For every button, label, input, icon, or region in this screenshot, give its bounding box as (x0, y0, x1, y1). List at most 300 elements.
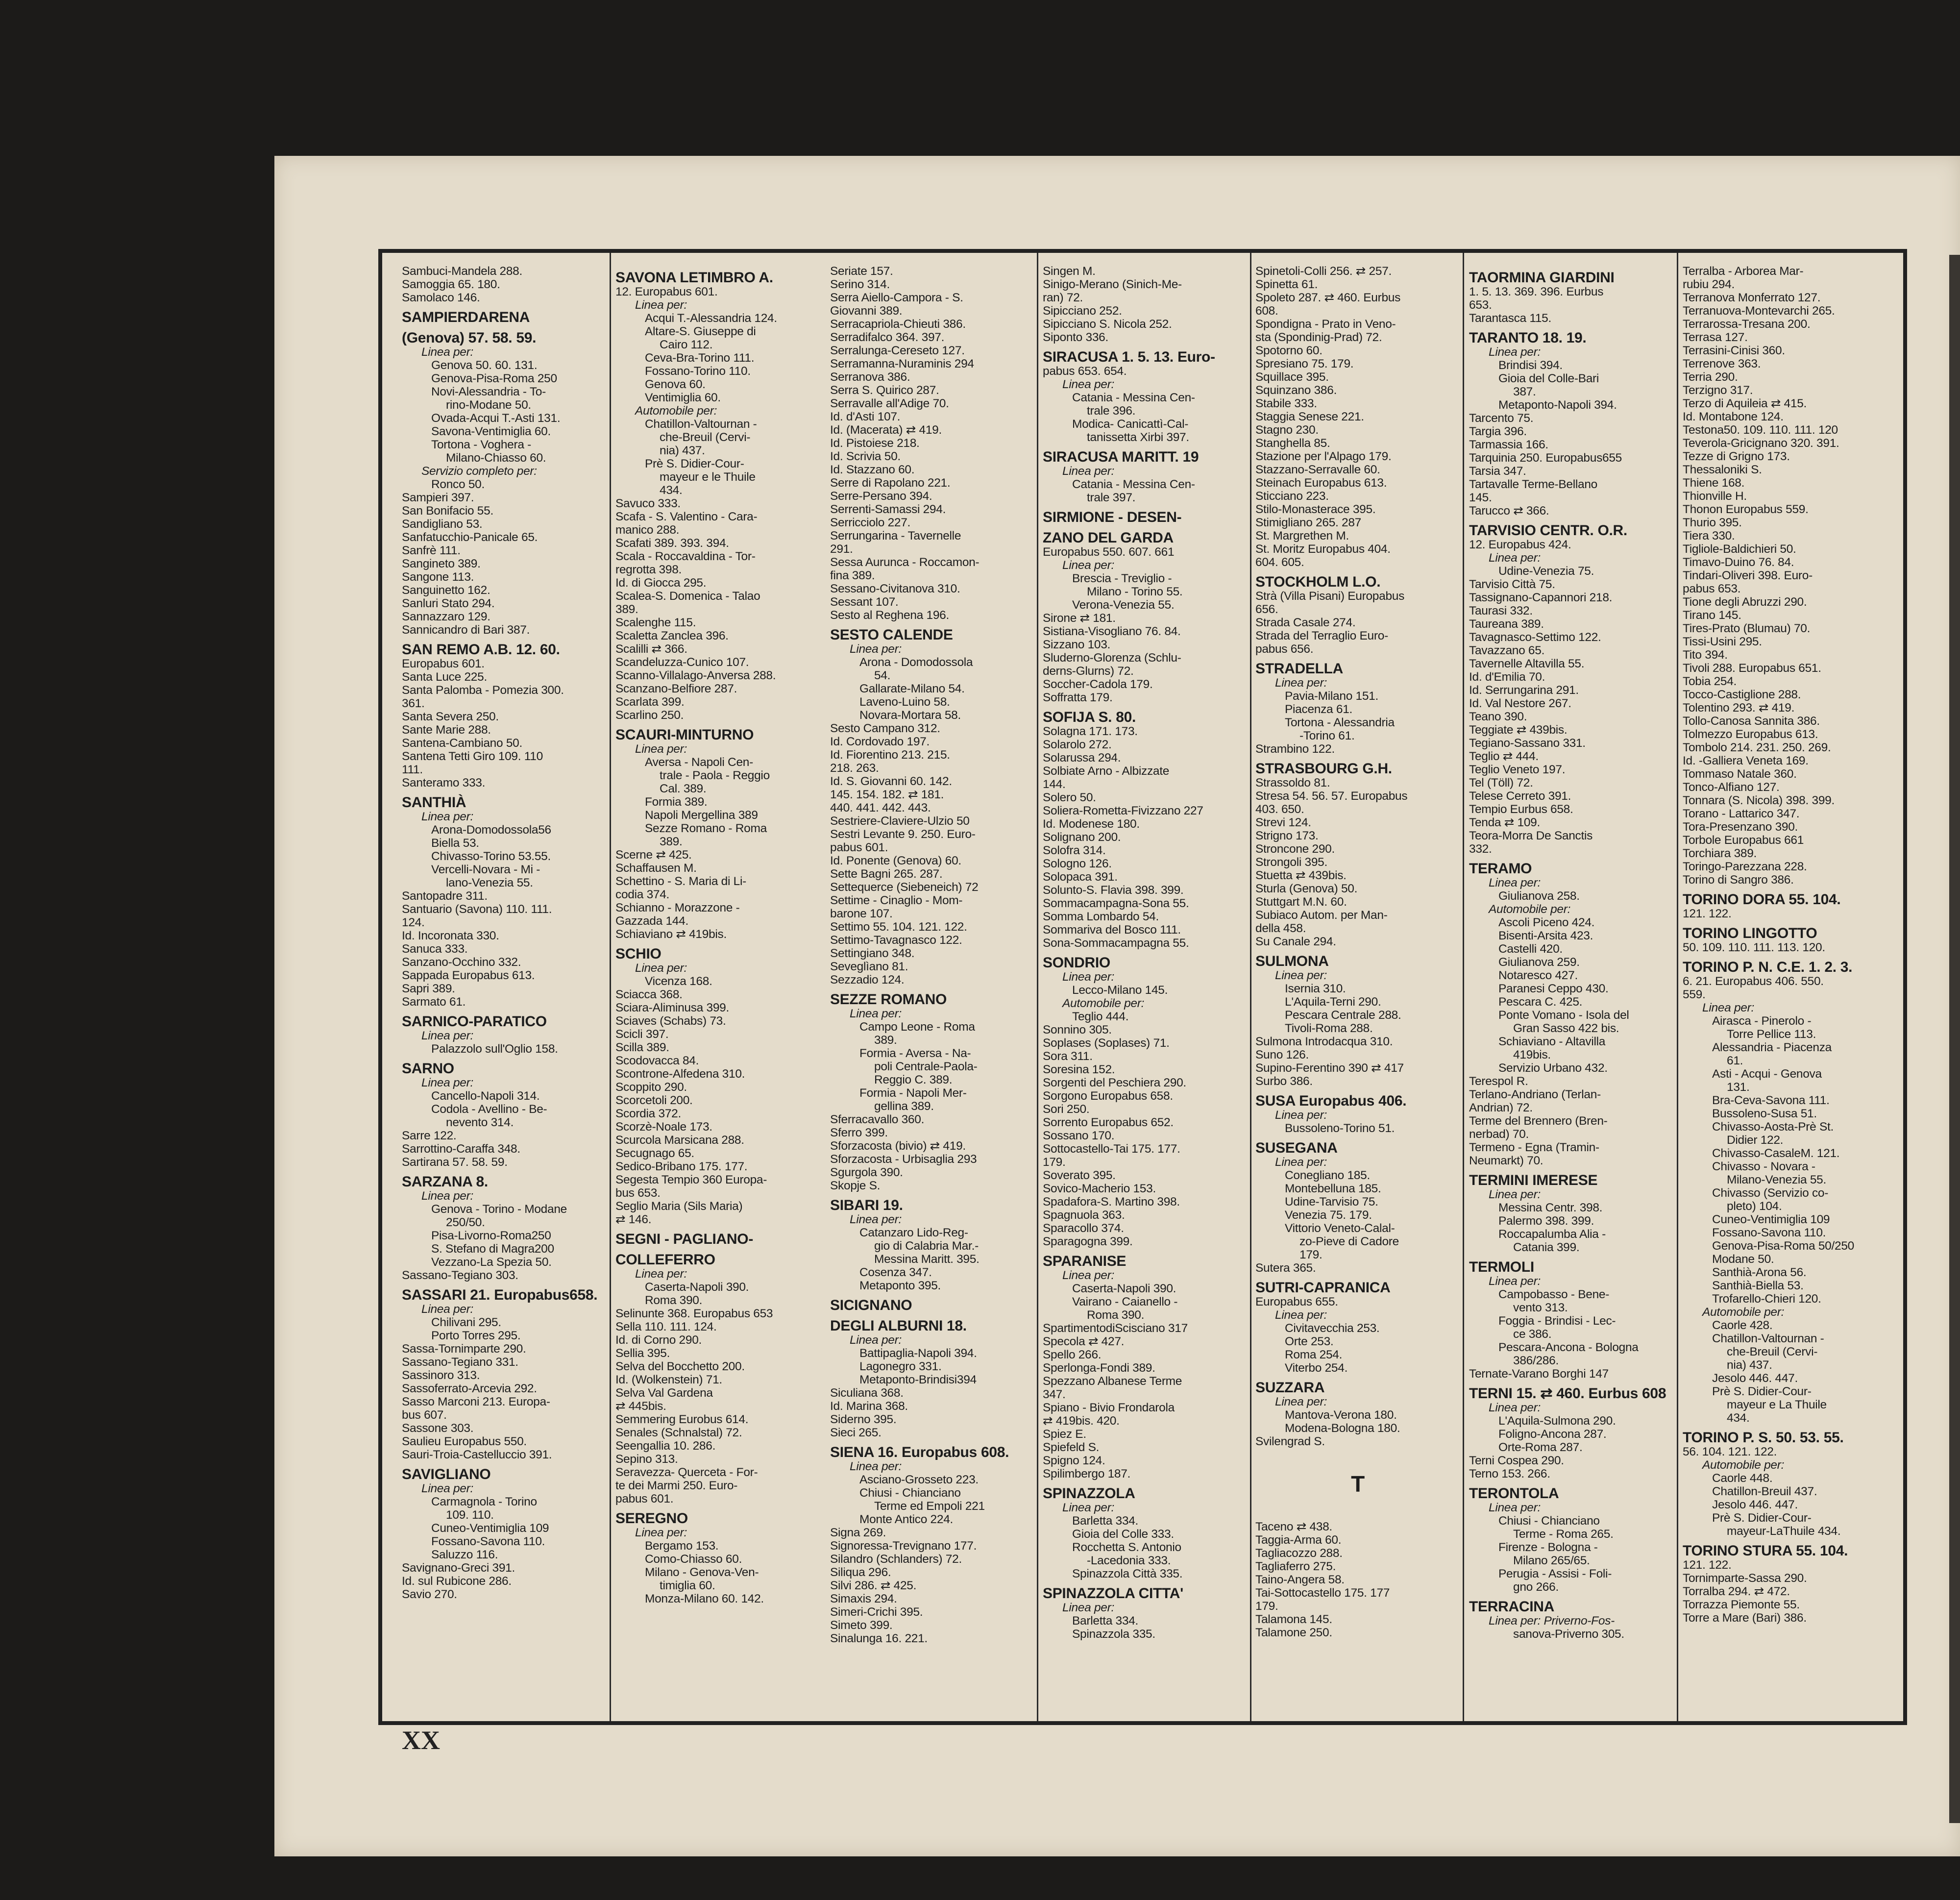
station-entry: Lecco-Milano 145. (1072, 984, 1168, 997)
station-entry: Brindisi 394. (1498, 359, 1563, 372)
station-entry: Orte-Roma 287. (1498, 1441, 1583, 1454)
station-entry: Spiano - Bivio Frondarola (1043, 1401, 1175, 1414)
station-entry: Sassano-Tegiano 303. (402, 1269, 518, 1282)
station-entry: Automobile per: (1702, 1306, 1785, 1319)
station-entry: Tassignano-Capannori 218. (1469, 591, 1613, 604)
station-entry: derns-Glurns) 72. (1043, 665, 1134, 678)
station-heading: SEZZE ROMANO (830, 991, 947, 1008)
station-entry: Terme del Brennero (Bren- (1469, 1114, 1608, 1128)
station-entry: Sesto Campano 312. (830, 722, 940, 735)
station-heading: TERRACINA (1469, 1599, 1554, 1615)
station-entry: Tavazzano 65. (1469, 644, 1545, 657)
station-entry: Teglio 444. (1072, 1010, 1129, 1023)
station-entry: Terzo di Aquileia ⇄ 415. (1683, 397, 1807, 410)
station-entry: 387. (1513, 385, 1536, 398)
station-entry: Segesta Tempio 360 Europa- (615, 1173, 767, 1186)
station-entry: Torre Pellice 113. (1727, 1028, 1816, 1041)
station-entry: Tai-Sottocastello 175. 177 (1255, 1586, 1390, 1600)
station-entry: Scontrone-Alfedena 310. (615, 1067, 745, 1081)
station-entry: Id. sul Rubicone 286. (402, 1575, 512, 1588)
station-entry: Catania - Messina Cen- (1072, 478, 1195, 491)
station-entry: Genova-Pisa-Roma 250 (431, 372, 557, 385)
station-entry: Sartirana 57. 58. 59. (402, 1156, 508, 1169)
station-entry: Silandro (Schlanders) 72. (830, 1553, 962, 1566)
station-entry: Foggia - Brindisi - Lec- (1498, 1314, 1616, 1328)
station-heading: SUSEGANA (1255, 1140, 1338, 1156)
station-entry: Stimigliano 265. 287 (1255, 516, 1362, 529)
station-entry: 332. (1469, 842, 1492, 856)
station-entry: Serrenti-Samassi 294. (830, 503, 946, 516)
station-entry: Su Canale 294. (1255, 935, 1336, 948)
station-heading: TORINO DORA 55. 104. (1683, 891, 1841, 908)
station-entry: Sessa Aurunca - Roccamon- (830, 556, 980, 569)
station-entry: Scala - Roccavaldina - Tor- (615, 550, 756, 563)
station-entry: Linea per: (421, 1303, 473, 1316)
station-entry: St. Margrethen M. (1255, 529, 1349, 543)
station-entry: Napoli Mergellina 389 (645, 809, 758, 822)
station-entry: Toringo-Parezzana 228. (1683, 860, 1807, 873)
station-entry: Settimo-Tavagnasco 122. (830, 934, 962, 947)
station-entry: Carmagnola - Torino (431, 1495, 537, 1508)
station-entry: nia) 437. (660, 444, 705, 457)
station-entry: nevento 314. (446, 1116, 514, 1129)
station-entry: 1. 5. 13. 369. 396. Eurbus (1469, 285, 1604, 298)
station-entry: Sarre 122. (402, 1129, 457, 1142)
station-entry: bus 653. (615, 1186, 661, 1200)
station-entry: Sangineto 389. (402, 557, 481, 570)
station-entry: 440. 441. 442. 443. (830, 801, 931, 814)
station-entry: Sante Marie 288. (402, 723, 491, 737)
station-entry: 291. (830, 543, 853, 556)
station-entry: Gallarate-Milano 54. (859, 682, 965, 695)
station-entry: Terralba - Arborea Mar- (1683, 265, 1804, 278)
station-entry: Serranova 386. (830, 370, 910, 384)
station-entry: Id. Scrivia 50. (830, 450, 901, 463)
station-entry: Terranova Monferrato 127. (1683, 291, 1821, 304)
station-entry: ⇄ 419bis. 420. (1043, 1414, 1120, 1428)
station-entry: Fossano-Savona 110. (431, 1535, 545, 1548)
station-entry: Santena-Cambiano 50. (402, 737, 522, 750)
station-entry: Catania 399. (1513, 1241, 1580, 1254)
station-entry: Stagno 230. (1255, 423, 1319, 437)
station-entry: sanova-Priverno 305. (1513, 1628, 1624, 1641)
station-entry: Conegliano 185. (1285, 1169, 1370, 1182)
station-entry: Stazzano-Serravalle 60. (1255, 463, 1380, 476)
station-entry: Taino-Angera 58. (1255, 1573, 1345, 1586)
station-entry: 145. 154. 182. ⇄ 181. (830, 788, 944, 801)
station-entry: 121. 122. (1683, 1558, 1732, 1572)
station-entry: 434. (660, 484, 683, 497)
index-column-4 (1043, 265, 1248, 1710)
station-entry: Teano 390. (1469, 710, 1527, 723)
station-entry: Tegiano-Sassano 331. (1469, 737, 1586, 750)
station-entry: ⇄ 146. (615, 1213, 652, 1226)
station-entry: Linea per: (1275, 1156, 1327, 1169)
station-entry: Spello 266. (1043, 1348, 1102, 1361)
station-entry: Piacenza 61. (1285, 703, 1353, 716)
station-entry: Prè S. Didier-Cour- (1712, 1385, 1812, 1398)
station-entry: 131. (1727, 1081, 1750, 1094)
station-entry: Tempio Eurbus 658. (1469, 803, 1573, 816)
station-entry: Tezze di Grigno 173. (1683, 450, 1790, 463)
station-entry: Linea per: (635, 1526, 687, 1539)
station-entry: Santhià-Biella 53. (1712, 1279, 1804, 1292)
station-entry: pleto) 104. (1727, 1200, 1782, 1213)
index-column-2 (615, 265, 821, 1710)
station-entry: Sanfatucchio-Panicale 65. (402, 531, 538, 544)
station-entry: Bisenti-Arsita 423. (1498, 929, 1593, 942)
station-entry: L'Aquila-Sulmona 290. (1498, 1414, 1616, 1428)
station-entry: Sluderno-Glorenza (Schlu- (1043, 651, 1181, 665)
station-entry: Tirano 145. (1683, 609, 1741, 622)
index-column-1 (402, 265, 607, 1710)
station-entry: Steinach Europabus 613. (1255, 476, 1387, 490)
station-heading: SULMONA (1255, 953, 1329, 969)
station-entry: 145. (1469, 491, 1492, 504)
station-entry: Tarmassia 166. (1469, 438, 1548, 451)
station-entry: Linea per: (1275, 969, 1327, 982)
station-entry: Ascoli Piceno 424. (1498, 916, 1595, 929)
station-entry: Santopadre 311. (402, 889, 488, 903)
station-entry: Roma 390. (1087, 1308, 1145, 1322)
station-heading: TORINO P. S. 50. 53. 55. (1683, 1430, 1844, 1446)
station-entry: Selinunte 368. Europabus 653 (615, 1307, 773, 1320)
station-entry: tanissetta Xirbi 397. (1087, 431, 1189, 444)
station-entry: Reggio C. 389. (874, 1073, 953, 1086)
station-entry: Servizio completo per: (421, 465, 537, 478)
column-divider (610, 253, 611, 1721)
station-entry: Thessaloniki S. (1683, 463, 1762, 476)
station-heading: TERMOLI (1469, 1259, 1534, 1275)
station-entry: Andrian) 72. (1469, 1101, 1533, 1114)
station-entry: Tornimparte-Sassa 290. (1683, 1572, 1807, 1585)
station-entry: Vercelli-Novara - Mi - (431, 863, 540, 876)
station-entry: Solero 50. (1043, 791, 1096, 804)
station-entry: Ventimiglia 60. (645, 391, 721, 404)
station-entry: Castelli 420. (1498, 942, 1563, 956)
station-entry: Linea per: (1062, 1501, 1114, 1514)
station-entry: Teora-Morra De Sanctis (1469, 829, 1593, 842)
station-entry: Milano - Genova-Ven- (645, 1566, 759, 1579)
station-entry: Linea per: (850, 1007, 902, 1020)
station-entry: Solarussa 294. (1043, 751, 1121, 765)
station-entry: Solopaca 391. (1043, 870, 1118, 884)
station-entry: Codola - Avellino - Be- (431, 1103, 547, 1116)
station-entry: Bussoleno-Susa 51. (1712, 1107, 1817, 1120)
station-entry: Saluzzo 116. (431, 1548, 498, 1561)
station-entry: Spiefeld S. (1043, 1441, 1100, 1454)
station-entry: Automobile per: (1062, 997, 1145, 1010)
column-divider (1037, 253, 1038, 1721)
station-entry: Id. Incoronata 330. (402, 929, 499, 942)
station-entry: Targia 396. (1469, 425, 1527, 438)
station-entry: Linea per: (1062, 970, 1114, 984)
station-entry: Teglio ⇄ 444. (1469, 750, 1539, 763)
station-entry: Serino 314. (830, 278, 890, 291)
station-entry: Testona50. 109. 110. 111. 120 (1683, 423, 1838, 437)
station-entry: Lagonegro 331. (859, 1360, 942, 1373)
station-entry: Stilo-Monasterace 395. (1255, 503, 1376, 516)
station-heading: SARZANA 8. (402, 1174, 488, 1190)
station-entry: Sassa-Tornimparte 290. (402, 1342, 526, 1356)
station-entry: Arona - Domodossola (859, 656, 973, 669)
station-entry: Sepino 313. (615, 1453, 678, 1466)
station-entry: Scicli 397. (615, 1028, 669, 1041)
station-heading: SARNICO-PARATICO (402, 1013, 547, 1030)
station-entry: Schiaviano - Altavilla (1498, 1035, 1606, 1048)
station-entry: ran) 72. (1043, 291, 1083, 304)
station-heading: SANTHIÀ (402, 794, 466, 811)
station-entry: Genova 50. 60. 131. (431, 359, 538, 372)
station-entry: Ronco 50. (431, 478, 485, 491)
station-entry: 144. (1043, 778, 1066, 791)
station-entry: 604. 605. (1255, 556, 1304, 569)
station-entry: Spinetta 61. (1255, 278, 1318, 291)
station-entry: Tavernelle Altavilla 55. (1469, 657, 1585, 670)
station-heading: SUSA Europabus 406. (1255, 1093, 1407, 1109)
station-entry: Simeto 399. (830, 1619, 893, 1632)
station-heading: SPARANISE (1043, 1253, 1127, 1269)
station-heading: SASSARI 21. Europabus658. (402, 1287, 598, 1303)
station-entry: Scanno-Villalago-Anversa 288. (615, 669, 776, 682)
station-entry: Tobia 254. (1683, 675, 1737, 688)
station-entry: Torbole Europabus 661 (1683, 834, 1804, 847)
station-entry: Selva Val Gardena (615, 1386, 713, 1400)
station-entry: Sampieri 397. (402, 491, 474, 504)
station-entry: Barletta 334. (1072, 1514, 1139, 1528)
station-entry: Savuco 333. (615, 497, 681, 510)
station-entry: Spinazzola 335. (1072, 1628, 1155, 1641)
station-entry: Giulianova 258. (1498, 889, 1580, 903)
station-entry: Chivasso (Servizio co- (1712, 1186, 1829, 1200)
station-entry: Sparagogna 399. (1043, 1235, 1133, 1248)
station-entry: Soverato 395. (1043, 1169, 1116, 1182)
station-entry: zo-Pieve di Cadore (1299, 1235, 1399, 1248)
station-entry: Neumarkt) 70. (1469, 1154, 1544, 1167)
station-entry: Tartavalle Terme-Bellano (1469, 478, 1597, 491)
station-entry: Linea per: (850, 642, 902, 656)
station-heading: SAVONA LETIMBRO A. (615, 270, 773, 286)
station-entry: Terrasini-Cinisi 360. (1683, 344, 1785, 357)
station-entry: Scarlino 250. (615, 709, 684, 722)
station-entry: vento 313. (1513, 1301, 1568, 1314)
station-entry: Linea per: (1062, 465, 1114, 478)
station-entry: Santena Tetti Giro 109. 110 (402, 750, 543, 763)
station-entry: Sellia 395. (615, 1347, 670, 1360)
station-heading: SIENA 16. Europabus 608. (830, 1444, 1009, 1460)
station-entry: Terrasa 127. (1683, 331, 1748, 344)
station-entry: Sapri 389. (402, 982, 455, 995)
station-entry: Automobile per: (1489, 903, 1571, 916)
station-entry: Id. (Macerata) ⇄ 419. (830, 423, 942, 437)
station-entry: Tel (Töll) 72. (1469, 776, 1533, 790)
station-entry: Sassinoro 313. (402, 1369, 480, 1382)
station-entry: Terria 290. (1683, 370, 1738, 384)
station-entry: Stazione per l'Alpago 179. (1255, 450, 1392, 463)
station-entry: Chilivani 295. (431, 1316, 501, 1329)
station-entry: Tindari-Oliveri 398. Euro- (1683, 569, 1813, 582)
station-entry: pabus 601. (615, 1492, 674, 1505)
station-entry: 389. (615, 603, 638, 616)
station-entry: Semmering Eurobus 614. (615, 1413, 749, 1426)
station-entry: Scanzano-Belfiore 287. (615, 682, 737, 695)
station-entry: Sesto al Reghena 196. (830, 609, 949, 622)
station-entry: Sappada Europabus 613. (402, 969, 535, 982)
station-entry: 218. 263. (830, 762, 879, 775)
station-entry: Sforzacosta (bivio) ⇄ 419. (830, 1139, 966, 1153)
station-entry: della 458. (1255, 922, 1306, 935)
station-entry: Aversa - Napoli Cen- (645, 756, 753, 769)
station-entry: Chatillon-Breuil 437. (1712, 1485, 1817, 1498)
station-heading: SAVIGLIANO (402, 1466, 491, 1482)
station-entry: Skopje S. (830, 1179, 881, 1192)
station-entry: Sette Bagni 265. 287. (830, 867, 943, 881)
station-entry: Gazzada 144. (615, 914, 688, 928)
station-entry: Linea per: (1489, 1275, 1541, 1288)
station-heading: SUTRI-CAPRANICA (1255, 1280, 1391, 1296)
station-entry: Talamone 250. (1255, 1626, 1332, 1639)
station-entry: Sambuci-Mandela 288. (402, 265, 522, 278)
station-entry: Santuario (Savona) 110. 111. (402, 903, 552, 916)
station-entry: Senales (Schnalstal) 72. (615, 1426, 742, 1439)
station-heading: SEREGNO (615, 1510, 688, 1527)
station-entry: Serra Aiello-Campora - S. (830, 291, 963, 304)
station-entry: barone 107. (830, 907, 893, 920)
station-entry: Soplases (Soplases) 71. (1043, 1036, 1170, 1050)
station-entry: 361. (402, 697, 425, 710)
station-entry: Metaponto-Napoli 394. (1498, 398, 1617, 412)
station-heading: TARVISIO CENTR. O.R. (1469, 522, 1627, 539)
station-entry: Ovada-Acqui T.-Asti 131. (431, 412, 561, 425)
station-entry: Strada del Terraglio Euro- (1255, 629, 1388, 642)
station-entry: Scordia 372. (615, 1107, 681, 1120)
station-entry: Talamona 145. (1255, 1613, 1332, 1626)
station-entry: Linea per: (635, 962, 687, 975)
column-divider (1250, 253, 1251, 1721)
station-entry: Sulmona Introdacqua 310. (1255, 1035, 1393, 1048)
station-entry: Campo Leone - Roma (859, 1020, 975, 1034)
station-entry: Sottocastello-Tai 175. 177. (1043, 1142, 1180, 1156)
station-entry: Strada Casale 274. (1255, 616, 1356, 629)
station-entry: Suno 126. (1255, 1048, 1309, 1061)
station-entry: Cancello-Napoli 314. (431, 1089, 540, 1103)
station-entry: Sessano-Civitanova 310. (830, 582, 960, 595)
station-entry: Terzigno 317. (1683, 384, 1753, 397)
station-entry: Serralunga-Cereseto 127. (830, 344, 965, 357)
station-entry: Id. Serrungarina 291. (1469, 684, 1579, 697)
station-entry: trale 397. (1087, 491, 1136, 504)
station-entry: Prè S. Didier-Cour- (645, 457, 744, 470)
station-entry: Roma 390. (645, 1294, 703, 1307)
station-entry: Linea per: (1275, 1308, 1327, 1322)
station-entry: Isernia 310. (1285, 982, 1346, 995)
station-entry: Messina Centr. 398. (1498, 1201, 1603, 1214)
station-entry: Caserta-Napoli 390. (1072, 1282, 1176, 1295)
station-entry: Linea per: (1275, 676, 1327, 690)
station-entry: Squinzano 386. (1255, 384, 1337, 397)
station-entry: Spigno 124. (1043, 1454, 1105, 1467)
station-entry: Didier 122. (1727, 1134, 1784, 1147)
station-entry: Linea per: (850, 1333, 902, 1347)
station-entry: 111. (402, 763, 423, 776)
station-entry: 386/286. (1513, 1354, 1559, 1367)
station-entry: Sanzano-Occhino 332. (402, 956, 521, 969)
station-entry: Strà (Villa Pisani) Europabus (1255, 590, 1405, 603)
station-entry: Thionville H. (1683, 490, 1747, 503)
station-entry: Thurio 395. (1683, 516, 1742, 529)
station-heading: TORINO STURA 55. 104. (1683, 1543, 1848, 1559)
station-entry: Fossano-Torino 110. (645, 365, 751, 378)
station-entry: Secugnago 65. (615, 1147, 694, 1160)
station-entry: Selva del Bocchetto 200. (615, 1360, 745, 1373)
station-entry: Seriate 157. (830, 265, 893, 278)
station-entry: Messina Maritt. 395. (874, 1253, 980, 1266)
station-heading: SIBARI 19. (830, 1197, 903, 1213)
index-column-5 (1255, 265, 1460, 1710)
station-entry: Tolentino 293. ⇄ 419. (1683, 701, 1795, 715)
station-entry: Sonnino 305. (1043, 1023, 1112, 1036)
station-entry: Sparacollo 374. (1043, 1222, 1124, 1235)
station-entry: 109. 110. (446, 1508, 494, 1522)
station-entry: Milano-Venezia 55. (1727, 1173, 1826, 1186)
station-entry: Saulieu Europabus 550. (402, 1435, 527, 1448)
station-entry: 419bis. (1513, 1048, 1551, 1061)
station-entry: Stresa 54. 56. 57. Europabus (1255, 790, 1408, 803)
station-entry: Sona-Sommacampagna 55. (1043, 937, 1189, 950)
station-entry: Teggiate ⇄ 439bis. (1469, 723, 1568, 737)
station-entry: che-Breuil (Cervi- (660, 431, 751, 444)
station-heading: SESTO CALENDE (830, 627, 953, 643)
station-entry: Serramanna-Nuraminis 294 (830, 357, 974, 370)
station-entry: Schiaviano ⇄ 419bis. (615, 928, 727, 941)
station-entry: Serra S. Quirico 287. (830, 384, 939, 397)
station-entry: Sgurgola 390. (830, 1166, 903, 1179)
station-entry: gio di Calabria Mar.- (874, 1239, 979, 1253)
station-entry: Formia 389. (645, 795, 708, 809)
station-entry: Sistiana-Visogliano 76. 84. (1043, 625, 1181, 638)
station-entry: pabus 656. (1255, 642, 1314, 656)
station-entry: Strongoli 395. (1255, 856, 1327, 869)
station-entry: Scarlata 399. (615, 695, 685, 709)
station-heading: STRADELLA (1255, 661, 1343, 677)
station-entry: 389. (660, 835, 683, 848)
index-column-7 (1683, 265, 1887, 1710)
station-entry: Spilimbergo 187. (1043, 1467, 1131, 1481)
station-entry: Brescia - Treviglio - (1072, 572, 1172, 585)
station-entry: Sangone 113. (402, 570, 474, 584)
station-entry: bus 607. (402, 1408, 447, 1422)
station-entry: Gioia del Colle 333. (1072, 1528, 1174, 1541)
station-entry: Milano-Chiasso 60. (446, 451, 546, 465)
station-entry: nerbad) 70. (1469, 1128, 1529, 1141)
station-entry: Linea per: (635, 298, 687, 312)
station-entry: Sanguinetto 162. (402, 584, 490, 597)
station-entry: Strigno 173. (1255, 829, 1319, 842)
station-entry: Roma 254. (1285, 1348, 1343, 1361)
station-entry: Sommacampagna-Sona 55. (1043, 897, 1189, 910)
station-heading: TARANTO 18. 19. (1469, 330, 1587, 346)
station-entry: Barletta 334. (1072, 1614, 1139, 1628)
station-entry: Tombolo 214. 231. 250. 269. (1683, 741, 1831, 754)
station-entry: Somma Lombardo 54. (1043, 910, 1159, 923)
station-entry: 54. (874, 669, 891, 682)
station-entry: 179. (1255, 1600, 1278, 1613)
station-entry: Udine-Venezia 75. (1498, 565, 1594, 578)
station-entry: Sferro 399. (830, 1126, 888, 1139)
station-entry: Stabile 333. (1255, 397, 1317, 410)
station-entry: St. Moritz Europabus 404. (1255, 543, 1391, 556)
station-entry: Sezzadio 124. (830, 973, 905, 987)
